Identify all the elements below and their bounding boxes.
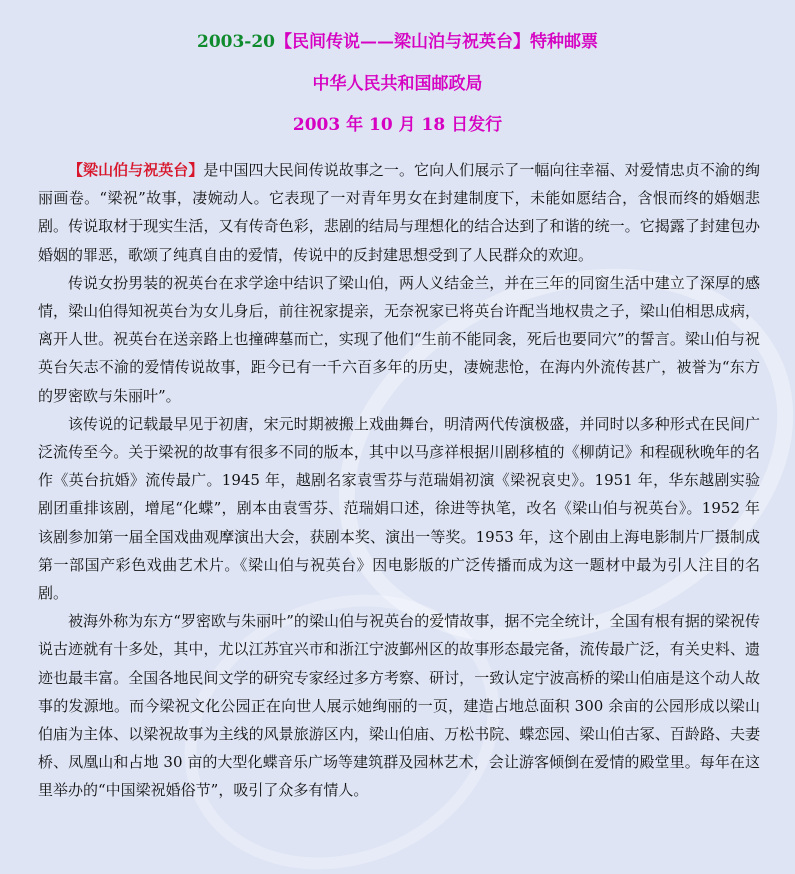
- article-body: [38, 156, 760, 805]
- paragraph-1-text: 是中国四大民间传说故事之一。它向人们展示了一幅向往幸福、对爱情忠贞不渝的绚丽画卷。“梁祝”故事，凄婉动人。它表现了一对青年男女在封建制度下，未能如愿结合，含恨而终的婚姻悲剧。传说取材于现实生活，又有传奇色彩，悲剧的结局与理想化的结合达到了和谐的统一。它揭露了封建包办婚姻的罪恶，歌颂了纯真自由的爱情，传说中的反封建思想受到了人民群众的欢迎。: [38, 161, 760, 264]
- paragraph-1: [38, 156, 760, 269]
- paragraph-3: 该传说的记载最早见于初唐，宋元时期被搬上戏曲舞台，明清两代传演极盛，并同时以多种形式在民间广泛流传至今。关于梁祝的故事有很多不同的版本，其中以马彦祥根据川剧移植的《柳荫记》和程砚秋晚年的名作《英台抗婚》流传最广。1945 年，越剧名家袁雪芬与范瑞娟初演《梁祝哀史》。1951 年，华东越剧实验剧团重排该剧，增尾“化蝶”，剧本由袁雪芬、范瑞娟口述，徐进等执笔，改名《梁山伯与祝英台》。1952 年该剧参加第一届全国戏曲观摩演出大会，获剧本奖、演出一等奖。1953 年，这个剧由上海电影制片厂摄制成第一部国产彩色戏曲艺术片。《梁山伯与祝英台》因电影版的广泛传播而成为这一题材中最为引人注目的名剧。: [38, 414, 760, 603]
- paragraph-2: 传说女扮男装的祝英台在求学途中结识了梁山伯，两人义结金兰，并在三年的同窗生活中建立了深厚的感情，梁山伯得知祝英台为女儿身后，前往祝家提亲，无奈祝家已将英台许配当地权贵之子，梁山伯相思成病，离开人世。祝英台在送亲路上也撞碑墓而亡，实现了他们“生前不能同衾，死后也要同穴”的誓言。梁山伯与祝英台矢志不渝的爱情传说故事，距今已有一千六百多年的历史，凄婉悲怆，在海内外流传甚广，被誉为“东方的罗密欧与朱丽叶”。: [38, 273, 760, 405]
- paragraph-4: 被海外称为东方“罗密欧与朱丽叶”的梁山伯与祝英台的爱情故事，据不完全统计，全国有根有据的梁祝传说古迹就有十多处，其中，尤以江苏宜兴市和浙江宁波鄞州区的故事形态最完备，流传最广泛，有关史料、遗迹也最丰富。全国各地民间文学的研究专家经过多方考察、研讨，一致认定宁波高桥的梁山伯庙是这个动人故事的发源地。而今梁祝文化公园正在向世人展示她绚丽的一页，建造占地总面积 300 余亩的公园形成以梁山伯庙为主体、以梁祝故事为主线的风景旅游区内，梁山伯庙、万松书院、蝶恋园、梁山伯古冢、百龄路、夫妻桥、凤凰山和占地 30 亩的大型化蝶音乐广场等建筑群及园林艺术，会让游客倾倒在爱情的殿堂里。每年在这里举办的“中国梁祝婚俗节”，吸引了众多有情人。: [38, 612, 760, 800]
- issuer: 中华人民共和国邮政局: [312, 74, 483, 94]
- stamp-title-text: 【民间传说——梁山泊与祝英台】特种邮票: [275, 32, 599, 52]
- stamp-code: 2003-20: [196, 32, 276, 52]
- issue-date: 2003 年 10 月 18 日发行: [292, 115, 503, 135]
- stamp-title: [0, 30, 795, 54]
- title-highlight: 【梁山伯与祝英台】: [68, 161, 204, 179]
